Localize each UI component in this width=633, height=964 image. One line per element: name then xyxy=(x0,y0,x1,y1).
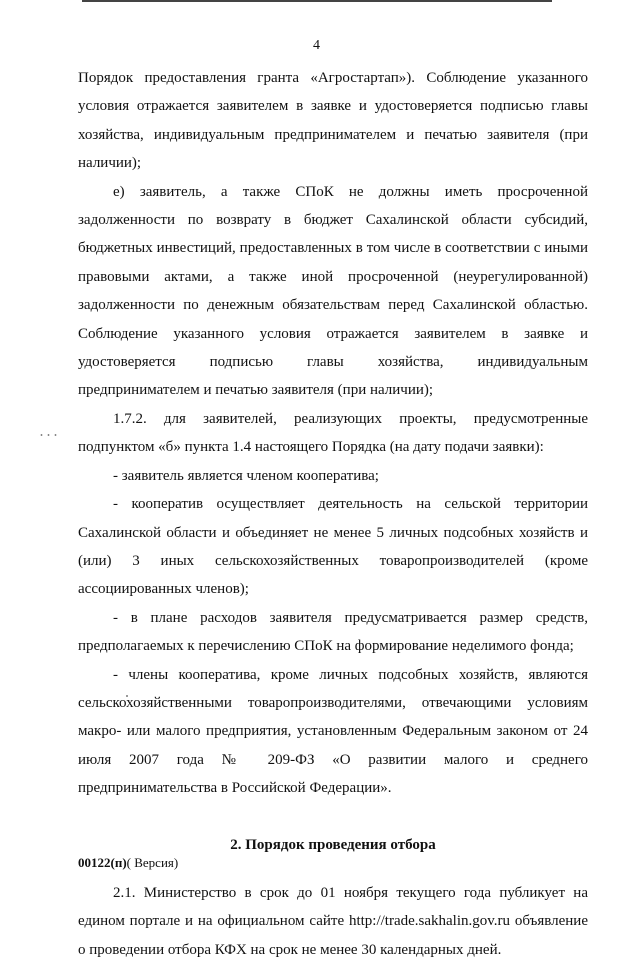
top-border-line xyxy=(82,0,552,2)
paragraph-continuation: Порядок предоставления гранта «Агростартап»). Соблюдение указанного условия отражается заявителем в заявке и удостоверяется подписью главы хозяйства, индивидуальным предпринимателем и печатью заявителя (при наличии); xyxy=(78,70,588,172)
document-version-label: ( Версия) xyxy=(126,855,179,870)
paragraph-item-e: е) заявитель, а также СПоК не должны иметь просроченной задолженности по возврату в бюджет Сахалинской области субсидий, бюджетных инвестиций, предоставленных в том числе в соответствии с иными правовыми актами, а также иной просроченной (неурегулированной) задолженности по денежным обязательствам перед Сахалинской областью. Соблюдение указанного условия отражается заявителем в заявке и удостоверяется подписью главы хозяйства, индивидуальным предпринимателем и печатью заявителя (при наличии); xyxy=(78,183,588,399)
list-item-expenses: - в плане расходов заявителя предусматривается размер средств, предполагаемых к перечислению СПоК на формирование неделимого фонда; xyxy=(78,609,588,655)
page-number: 4 xyxy=(313,38,320,53)
paragraph-2-1: 2.1. Министерство в срок до 01 ноября текущего года публикует на едином портале и на официальном сайте http://trade.sakhalin.gov.ru объявление о проведении отбора КФХ на срок не менее 30 календарных дней. xyxy=(78,884,588,958)
list-item-cooperative: - кооператив осуществляет деятельность на сельской территории Сахалинской области и объединяет не менее 5 личных подсобных хозяйств и (или) 3 иных сельскохозяйственных товаропроизводителей (кроме ассоциированных членов); xyxy=(78,496,588,598)
list-item-member: - заявитель является членом кооператива; xyxy=(113,467,379,484)
document-code xyxy=(78,855,178,871)
paragraph-1-7-2: 1.7.2. для заявителей, реализующих проекты, предусмотренные подпунктом «б» пункта 1.4 настоящего Порядка (на дату подачи заявки): xyxy=(78,410,588,456)
section-heading: 2. Порядок проведения отбора xyxy=(230,836,436,853)
document-body xyxy=(78,64,588,964)
document-code-number: 00122(п) xyxy=(78,855,127,870)
list-item-members: - члены кооператива, кроме личных подсобных хозяйств, являются сельскохозяйственными товаропроизводителями, отвечающими условиям макро- или малого предприятия, установленным Федеральным законом от 24 июля 2007 года № 209-ФЗ «О развитии малого и среднего предпринимательства в Российской Федерации». xyxy=(78,666,588,797)
scan-specks xyxy=(38,434,60,436)
